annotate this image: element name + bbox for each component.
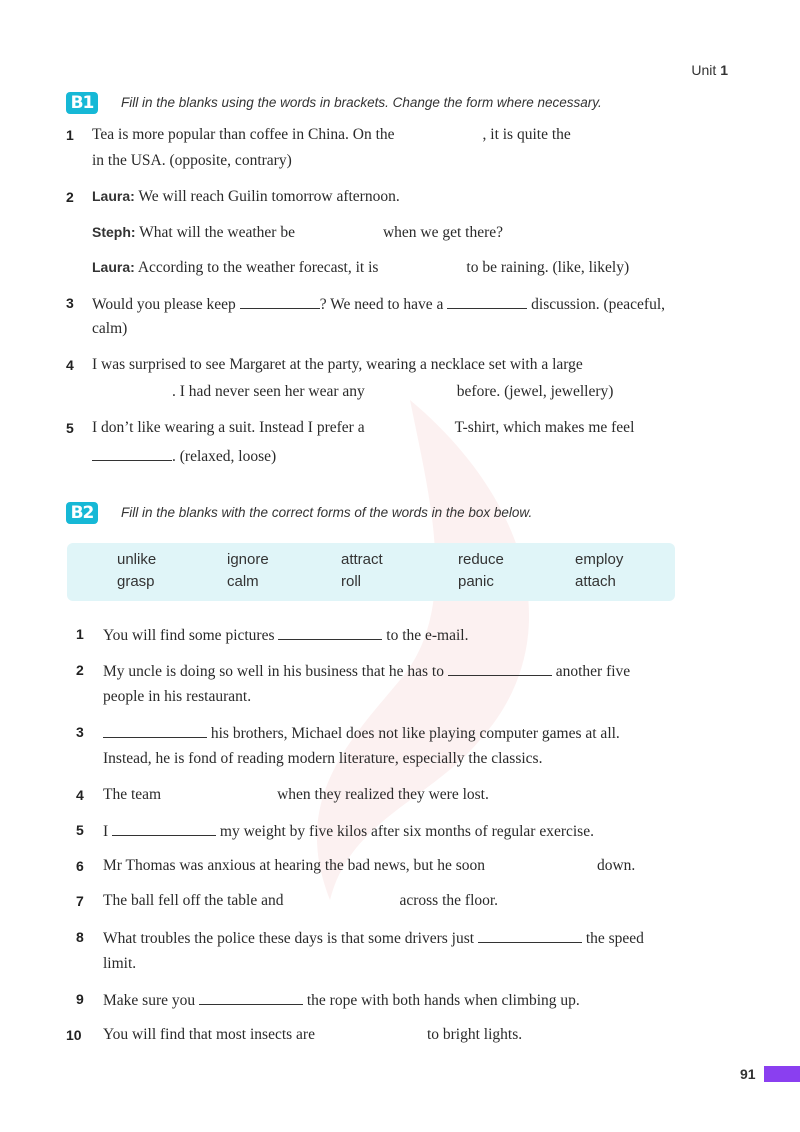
word-bank-item: panic xyxy=(458,573,494,590)
b2-q6-number: 6 xyxy=(76,858,84,874)
b1-q2-line1: Laura: We will reach Guilin tomorrow afternoon. xyxy=(92,188,400,205)
b2-q9-number: 9 xyxy=(76,991,84,1007)
b1-q1-line1: Tea is more popular than coffee in China. On the , it is quite the xyxy=(92,126,571,143)
b1-q3-line2: calm) xyxy=(92,320,128,337)
b2-q8-line2: limit. xyxy=(103,955,137,972)
b2-q5-number: 5 xyxy=(76,822,84,838)
b2-q6-line1: Mr Thomas was anxious at hearing the bad news, but he soon down. xyxy=(103,857,636,874)
b1-q5-number: 5 xyxy=(66,420,74,436)
word-bank-item: employ xyxy=(575,551,624,568)
b2-q10-number: 10 xyxy=(66,1027,82,1043)
section-b2-badge: B2 xyxy=(66,502,98,524)
unit-label: Unit 1 xyxy=(691,62,728,78)
b2-q2-line1: My uncle is doing so well in his business that he has to another five xyxy=(103,663,631,680)
b2-q8-number: 8 xyxy=(76,929,84,945)
b2-q3-number: 3 xyxy=(76,724,84,740)
b1-q3-number: 3 xyxy=(66,295,74,311)
b1-q2-line2: Steph: What will the weather be when we get there? xyxy=(92,224,504,241)
b1-q5-line2: . (relaxed, loose) xyxy=(92,446,276,466)
b2-q7-line1: The ball fell off the table and across the floor. xyxy=(103,892,499,909)
b2-instruction: Fill in the blanks with the correct forms of the words in the box below. xyxy=(121,505,533,520)
b2-q5-line1: I my weight by five kilos after six months of regular exercise. xyxy=(103,823,594,840)
b2-q2-number: 2 xyxy=(76,662,84,678)
b1-q3-line1: Would you please keep ? We need to have a discussion. (peaceful, xyxy=(92,296,666,313)
b2-q1-line1: You will find some pictures to the e-mail. xyxy=(103,627,469,644)
word-bank-item: unlike xyxy=(117,551,157,568)
b1-q4-number: 4 xyxy=(66,357,74,373)
b1-q5-line1: I don’t like wearing a suit. Instead I prefer a T-shirt, which makes me feel xyxy=(92,419,635,436)
page-number-bar xyxy=(764,1066,800,1082)
word-bank-item: calm xyxy=(227,573,259,590)
b2-q9-line1: Make sure you the rope with both hands when climbing up. xyxy=(103,992,580,1009)
word-bank-item: reduce xyxy=(458,551,504,568)
word-bank-item: attach xyxy=(575,573,616,590)
b2-q4-line1: The team when they realized they were lost. xyxy=(103,786,489,803)
page-number: 91 xyxy=(740,1066,756,1082)
word-bank-item: grasp xyxy=(117,573,155,590)
b2-q3-line2: Instead, he is fond of reading modern literature, especially the classics. xyxy=(103,750,543,767)
b2-q7-number: 7 xyxy=(76,893,84,909)
b1-q4-line2: . I had never seen her wear any before. (jewel, jewellery) xyxy=(172,383,614,400)
b1-instruction: Fill in the blanks using the words in brackets. Change the form where necessary. xyxy=(121,95,602,110)
b2-q2-line2: people in his restaurant. xyxy=(103,688,252,705)
b1-q1-line2: in the USA. (opposite, contrary) xyxy=(92,152,292,169)
b2-q3-line1: his brothers, Michael does not like playing computer games at all. xyxy=(103,723,620,743)
b2-q1-number: 1 xyxy=(76,626,84,642)
word-bank-item: ignore xyxy=(227,551,269,568)
b1-q4-line1: I was surprised to see Margaret at the party, wearing a necklace set with a large xyxy=(92,356,583,373)
b1-q1-number: 1 xyxy=(66,127,74,143)
b2-q10-line1: You will find that most insects are to bright lights. xyxy=(103,1026,523,1043)
word-bank-item: roll xyxy=(341,573,362,590)
section-b1-badge: B1 xyxy=(66,92,98,114)
b2-q8-line1: What troubles the police these days is that some drivers just the speed xyxy=(103,930,644,947)
b2-q4-number: 4 xyxy=(76,787,84,803)
word-box xyxy=(67,543,675,601)
b1-q2-number: 2 xyxy=(66,189,74,205)
word-bank-item: attract xyxy=(341,551,383,568)
watermark-logo xyxy=(230,380,590,940)
b1-q2-line3: Laura: According to the weather forecast, it is to be raining. (like, likely) xyxy=(92,259,630,276)
